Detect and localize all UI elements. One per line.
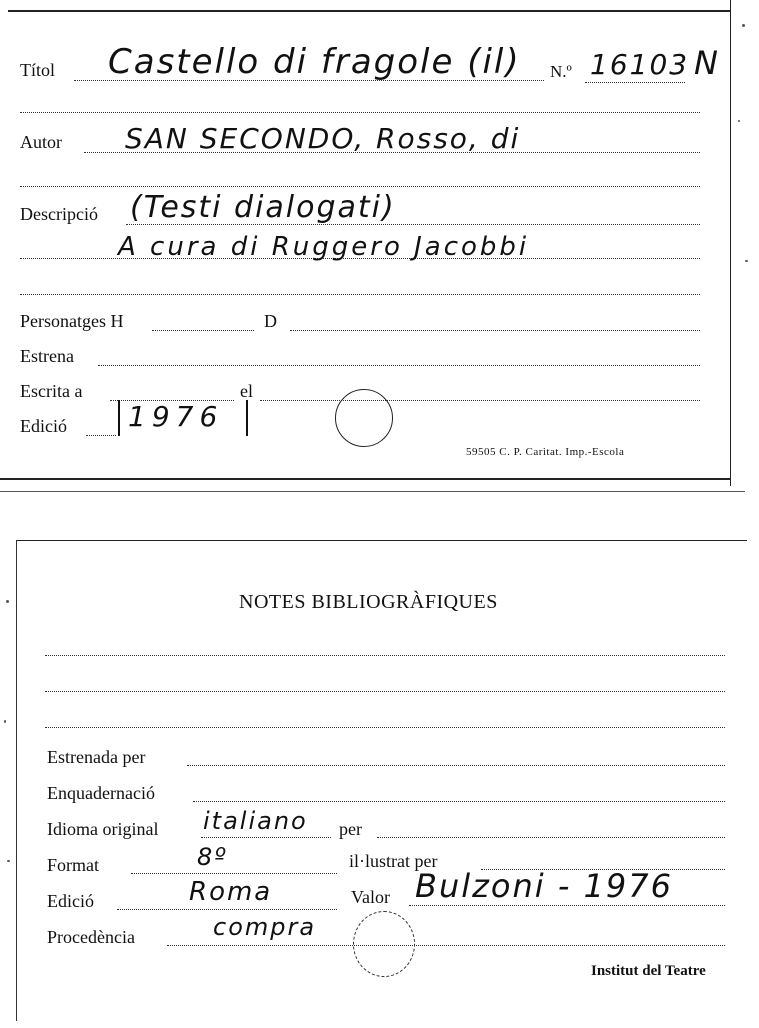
personatges-label: Personatges H — [20, 311, 124, 331]
card-top-edge — [8, 10, 730, 12]
autor-value: SAN SECONDO, Rosso, di — [125, 122, 521, 155]
front-card-bottom-edge — [0, 478, 730, 480]
edicio-dotted-line — [86, 435, 116, 436]
illustrat-label: il·lustrat per — [349, 851, 438, 871]
titol-continuation-line — [20, 112, 700, 113]
format-label: Format — [47, 855, 99, 875]
format-dotted-line — [131, 873, 337, 874]
notes-dotted-line-2 — [45, 691, 725, 692]
valor-dotted-line — [409, 905, 725, 906]
scan-speck — [738, 120, 740, 122]
idioma-dotted-line — [201, 837, 331, 838]
number-label: N.º — [550, 62, 572, 81]
scan-speck — [4, 720, 6, 723]
descripcio-value-line1: (Testi dialogati) — [130, 190, 396, 225]
escrita-el-dotted-line — [260, 400, 700, 401]
procedencia-value: compra — [213, 913, 317, 941]
scan-speck — [745, 260, 748, 262]
number-value: 16103 — [590, 48, 690, 81]
number-dotted-line — [585, 82, 685, 83]
scan-speck — [7, 860, 10, 862]
number-suffix: N — [694, 44, 718, 82]
estrenada-label: Estrenada per — [47, 747, 146, 767]
notes-dotted-line-1 — [45, 655, 725, 656]
autor-continuation-line — [20, 186, 700, 187]
titol-value: Castello di fragole (il) — [108, 42, 521, 82]
idioma-per-dotted-line — [377, 837, 725, 838]
institut-label: Institut del Teatre — [591, 963, 706, 979]
edicio-value: 1976 — [128, 400, 224, 433]
enquadernacio-label: Enquadernació — [47, 783, 155, 803]
stamp-circle — [335, 389, 393, 447]
back-edicio-value: Roma — [189, 877, 273, 907]
scan-speck — [6, 600, 9, 603]
titol-label: Títol — [20, 60, 55, 80]
estrena-label: Estrena — [20, 346, 74, 366]
descripcio-value-line2: A cura di Ruggero Jacobbi — [118, 232, 530, 262]
idioma-value: italiano — [203, 807, 308, 835]
personatges-h-dotted-line — [152, 330, 254, 331]
estrena-dotted-line — [98, 365, 700, 366]
personatges-d-label: D — [264, 311, 277, 331]
procedencia-label: Procedència — [47, 927, 135, 947]
descripcio-dotted-line-3 — [20, 294, 700, 295]
procedencia-dotted-line — [167, 945, 725, 946]
idioma-label: Idioma original — [47, 819, 159, 839]
printer-imprint: 59505 C. P. Caritat. Imp.-Escola — [466, 446, 625, 458]
notes-heading: NOTES BIBLIOGRÀFIQUES — [239, 591, 498, 613]
idioma-per-label: per — [339, 819, 362, 839]
estrenada-dotted-line — [187, 765, 725, 766]
format-value: 8º — [197, 843, 228, 871]
edicio-label: Edició — [20, 416, 67, 436]
front-card-shadow-edge — [0, 491, 745, 492]
personatges-d-dotted-line — [290, 330, 700, 331]
scan-speck — [742, 24, 745, 27]
valor-value: Bulzoni - 1976 — [415, 867, 673, 905]
catalog-card-front — [0, 0, 731, 486]
valor-label: Valor — [351, 887, 390, 907]
back-stamp-circle — [353, 911, 415, 977]
escrita-el-label: el — [240, 381, 253, 401]
autor-label: Autor — [20, 132, 62, 152]
catalog-card-back — [16, 540, 747, 1021]
back-edicio-dotted-line — [117, 909, 337, 910]
back-edicio-label: Edició — [47, 891, 94, 911]
escrita-label: Escrita a — [20, 381, 83, 401]
enquadernacio-dotted-line — [193, 801, 725, 802]
notes-dotted-line-3 — [45, 727, 725, 728]
descripcio-label: Descripció — [20, 204, 98, 224]
